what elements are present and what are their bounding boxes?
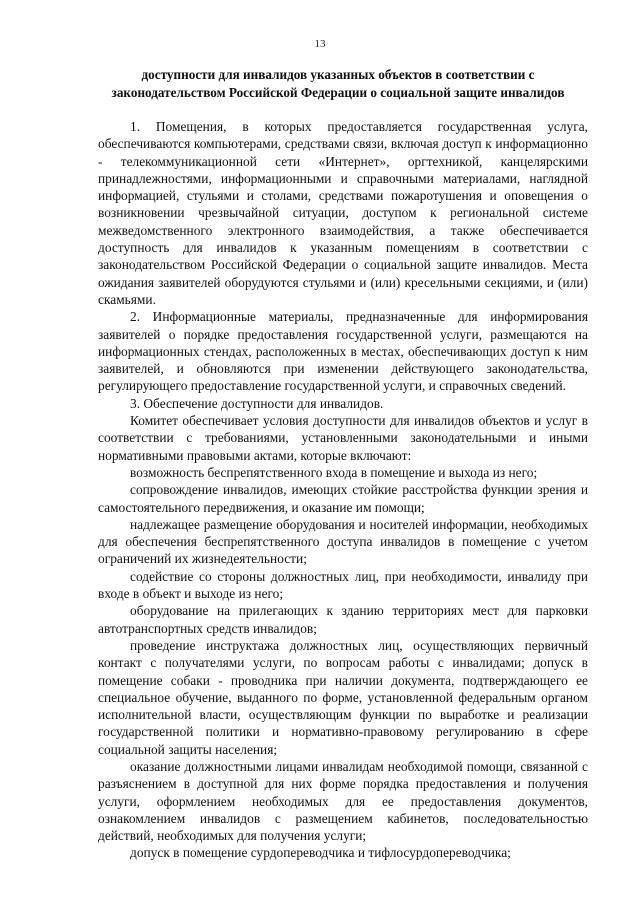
list-item-parking: оборудование на прилегающих к зданию территориях мест для парковки автотранспортных средств инвалидов; [98,603,588,636]
document-body [98,118,588,862]
list-item-escort: сопровождение инвалидов, имеющих стойкие расстройства функции зрения и самостоятельного передвижения, и оказание им помощи; [98,482,588,515]
list-item-staff-briefing: проведение инструктажа должностных лиц, осуществляющих первичный контакт с получателями услуги, по вопросам работы с инвалидами; допуск в помещение собаки - проводника при наличии документа, подтверждающего ее специальное обучение, выданного по форме, установленной федеральным органом исполнительной власти, осуществляющим функции по выработке и реализации государственной политики и нормативно-правовому регулированию в сфере социальной защиты населения; [98,637,588,757]
paragraph-committee-conditions: Комитет обеспечивает условия доступности для инвалидов объектов и услуг в соответствии с требованиями, установленными законодательными и иными нормативными правовыми актами, которые включают: [98,413,588,463]
paragraph-information-materials: 2. Информационные материалы, предназначенные для информирования заявителей о порядке предоставления государственной услуги, размещаются на информационных стендах, расположенных в местах, обеспечивающих доступ к ним заявителей, и обновляются при изменении действующего законодательства, регулирующего предоставление государственной услуги, и справочных сведений. [98,309,588,394]
list-item-sign-interpreter: допуск в помещение сурдопереводчика и тифлосурдопереводчика; [130,845,511,861]
list-item-entry-exit: возможность беспрепятственного входа в помещение и выхода из него; [130,464,538,480]
list-item-explanation-help: оказание должностными лицами инвалидам необходимой помощи, связанной с разъяснением в доступной для них форме порядка предоставления и получения услуги, оформлением необходимых для ее предоставления документов, ознакомлением инвалидов с размещением кабинетов, последовательностью действий, необходимых для получения услуги; [98,758,588,844]
list-item-staff-assistance: содействие со стороны должностных лиц, при необходимости, инвалиду при входе в объект и выходе из него; [98,568,588,602]
list-item-equipment-placement: надлежащее размещение оборудования и носителей информации, необходимых для обеспечения беспрепятственного доступа инвалидов в помещение с учетом ограничений их жизнедеятельности; [98,516,588,567]
section-heading: доступности для инвалидов указанных объектов в соответствии с законодательством Российской Федерации о социальной защите инвалидов [111,67,565,100]
page-number: 13 [314,38,326,50]
paragraph-premises-equipment: 1. Помещения, в которых предоставляется государственная услуга, обеспечиваются компьютерами, средствами связи, включая доступ к информационно - телекоммуникационной сети «Интернет», оргтехникой, канцелярскими принадлежностями, информационными и справочными материалами, наглядной информацией, стульями и столами, средствами пожаротушения и оповещения о возникновении чрезвычайной ситуации, доступом к региональной системе межведомственного электронного взаимодействия, а также обеспечивается доступность для инвалидов к указанным помещениям в соответствии с законодательством Российской Федерации о социальной защите инвалидов. Места ожидания заявителей оборудуются стульями и (или) кресельными секциями, и (или) скамьями. [98,119,588,307]
paragraph-accessibility-title: 3. Обеспечение доступности для инвалидов. [130,395,384,411]
